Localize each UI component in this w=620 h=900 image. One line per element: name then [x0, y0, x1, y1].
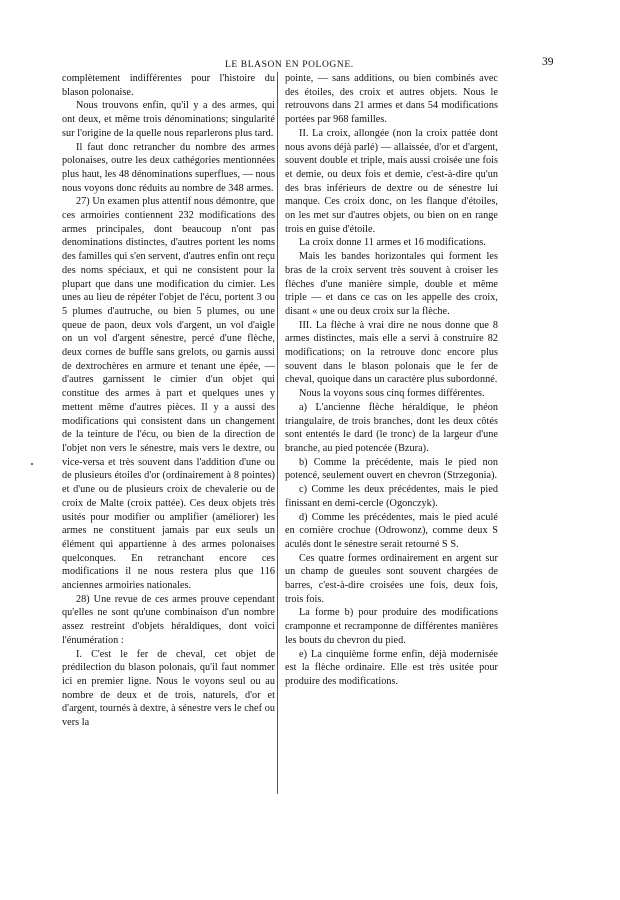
paragraph: Nous trouvons enfin, qu'il y a des armes, qui ont deux, et même trois dénominations; singularité sur l'origine de la quelle nous reparlerons plus tard.	[62, 100, 275, 139]
paragraph: Ces quatre formes ordinairement en argent sur un champ de gueules sont souvent chargées de barres, c'est-à-dire croisées une fois, deux fois, trois fois.	[285, 552, 498, 605]
paragraph: La forme b) pour produire des modifications cramponne et recramponne de différentes manières les bouts du chevron du pied.	[285, 607, 498, 646]
scan-speck	[31, 463, 33, 465]
paragraph: c) Comme les deux précédentes, mais le pied finissant en demi-cercle (Ogonczyk).	[285, 484, 498, 509]
paragraph: e) La cinquième forme enfin, déjà modernisée est la flèche ordinaire. Elle est très usitée pour produire des modifications.	[285, 648, 498, 687]
paragraph: d) Comme les précédentes, mais le pied aculé en cornière crochue (Odrowonz), comme deux S aculés dont le sénestre serait retourné S S.	[285, 511, 498, 550]
right-column	[285, 72, 498, 689]
paragraph: a) L'ancienne flèche héraldique, le phéon triangulaire, de trois branches, dont les deux côtés sont ententés le dard (le tronc) de la largeur d'une branche, au pied potencée (Bzura).	[285, 401, 498, 454]
paragraph: Mais les bandes horizontales qui forment les bras de la croix servent très souvent à croiser les flèches d'une manière simple, double et même triple — et dans ce cas on les appelle des croix, disant « une ou deux croix sur la flèche.	[285, 251, 498, 317]
paragraph: 27) Un examen plus attentif nous démontre, que ces armoiries contiennent 232 modifications des armes principales, dont beaucoup n'ont pas denominations distinctes, d'autres portent les noms des familles qui s'en servent, d'autres enfin ont reçu des noms spéciaux, et qui ne consistent pour la plupart que dans une modification du cimier. Les unes au lieu de répéter l'objet de l'écu, portent 3 ou 5 plumes d'autruche, ou bien 5 plumes, ou une queue de paon, deux vols d'argent, un vol d'aigle on un vol d'argent sénestre, percé d'une flèche, deux cornes de buffle sans grelots, ou garnis aussi de dextrochères en armure et tenant une épée, — d'autres garnissent le cimier d'un objet qui constitue des armes à part et quelques unes y mettent même d'autres pièces. Il y a aussi des modifications qui consistent dans un changement de la teinture de l'écu, ou bien de la direction de l'objet non vers le sénestre, mais vers le dextre, ou vice-versa et très souvent dans l'addition d'une ou de plusieurs étoiles d'or (ordinairement à 8 pointes) et d'une ou de plusieurs croix de chevalerie ou de croix de Malte (croix pattée). Ces deux objets très usités pour modifier ou amplifier (améliorer) les armes ne constituent jamais par eux seuls un élément qui appartienne à des armes polonaises quelconques. En retranchant encore ces modifications il ne nous restera plus que 116 anciennes armoiries nationales.	[62, 196, 275, 592]
paragraph: III. La flèche à vrai dire ne nous donne que 8 armes distinctes, mais elle a servi à construire 82 modifications; on la retrouve donc encore plus souvent dans le blason polonais que le fer de cheval, quoique dans un caractère plus subordonné.	[285, 319, 498, 386]
paragraph: I. C'est le fer de cheval, cet objet de prédilection du blason polonais, qu'il faut nommer ici en premier ligne. Nous le voyons seul ou au nombre de deux et de trois, naturels, d'or et d'argent, tournés à dextre, à sénestre vers le chef ou vers la	[62, 648, 275, 729]
paragraph: 28) Une revue de ces armes prouve cependant qu'elles ne sont qu'une combinaison d'un nombre assez restreint d'objets héraldiques, dont voici l'énumération :	[62, 593, 275, 646]
page-number: 39	[542, 56, 554, 68]
running-title: LE BLASON EN POLOGNE.	[225, 60, 354, 70]
left-column	[62, 72, 275, 730]
column-divider	[277, 72, 278, 794]
paragraph: Nous la voyons sous cinq formes différentes.	[299, 388, 485, 400]
paragraph: Il faut donc retrancher du nombre des armes polonaises, outre les deux cathégories mentionnées plus haut, les 48 dénominations superflues, — nous nous voyons donc réduits au nombre de 348 armes.	[62, 141, 275, 194]
paragraph: pointe, — sans additions, ou bien combinés avec des étoiles, des croix et autres objets. Nous le retrouvons dans 21 armes et dans 54 modifications portées par 968 familles.	[285, 73, 498, 126]
paragraph: II. La croix, allongée (non la croix pattée dont nous avons déjà parlé) — allaissée, d'or et d'argent, souvent double et triple, mais aussi croisée une fois et demie, ou deux fois et demie, c'est-à-dire qu'un des bras inférieurs de dextre ou de sénestre lui manque. Ces croix donc, on les flanque d'étoiles, on les met sur d'autres objets, ou bien on en range trois en guise d'étoile.	[285, 127, 498, 235]
paragraph: b) Comme la précédente, mais le pied non potencé, seulement ouvert en chevron (Strzegonia).	[285, 456, 498, 482]
paragraph: La croix donne 11 armes et 16 modifications.	[299, 237, 486, 249]
paragraph: complètement indifférentes pour l'histoire du blason polonaise.	[62, 73, 275, 98]
